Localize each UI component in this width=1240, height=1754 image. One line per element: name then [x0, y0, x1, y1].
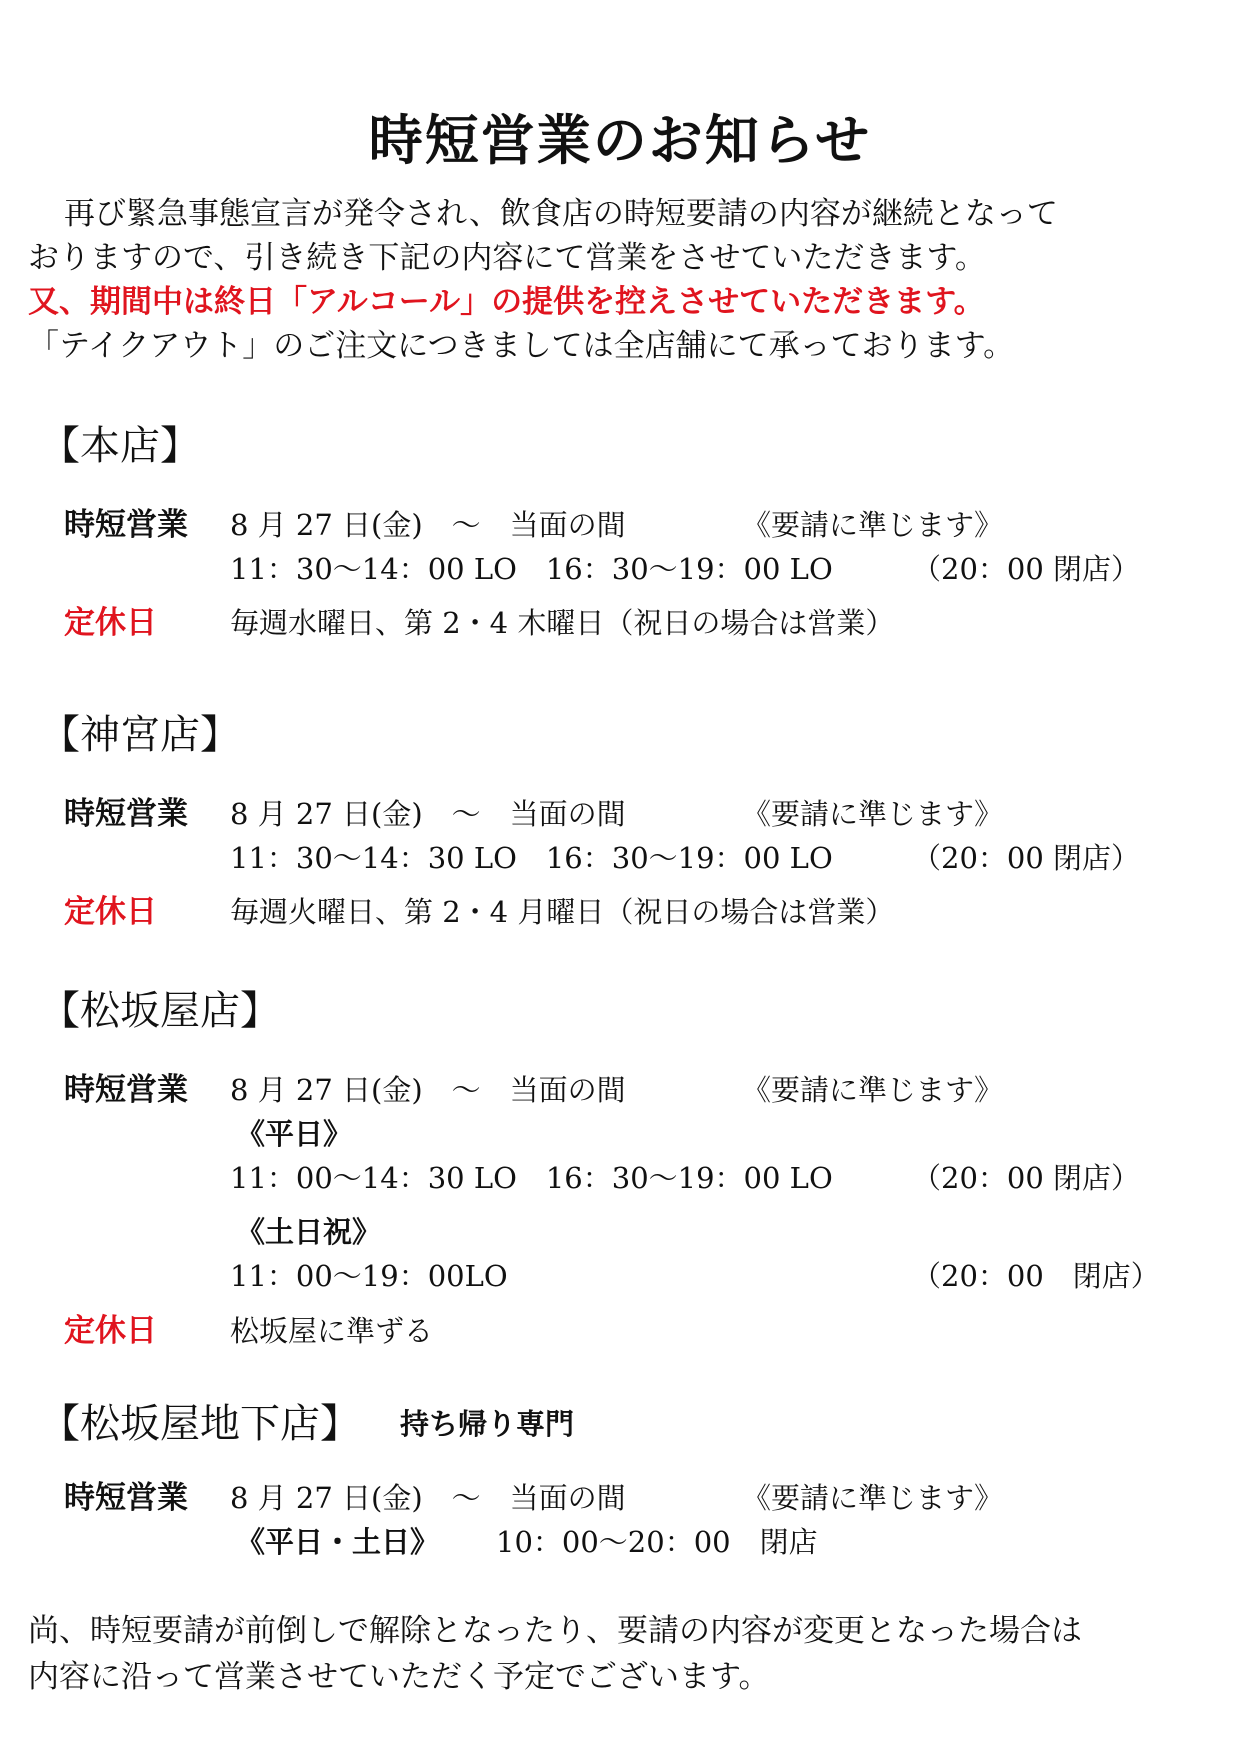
holiday-label: 定休日 [64, 1313, 157, 1349]
closing-time: （20：00 閉店） [912, 552, 1141, 586]
shortened-hours-label: 時短営業 [64, 1480, 188, 1516]
shortened-hours-label: 時短営業 [64, 796, 188, 832]
store-heading-chika: 【松坂屋地下店】 [40, 1401, 360, 1447]
weekday-label: 《平日》 [236, 1117, 353, 1151]
business-hours: 11：30～14：30 LO 16：30～19：00 LO [230, 841, 833, 875]
holiday-label: 定休日 [64, 605, 157, 641]
holiday-text: 毎週火曜日、第 2・4 月曜日（祝日の場合は営業） [230, 895, 895, 929]
business-hours: 10：00～20：00 閉店 [496, 1525, 818, 1559]
intro-line-1: 再び緊急事態宣言が発令され、飲食店の時短要請の内容が継続となって [64, 196, 1058, 232]
weekday-closing-time: （20：00 閉店） [912, 1161, 1141, 1195]
intro-paragraph [28, 192, 1218, 368]
days-label: 《平日・土日》 [236, 1525, 440, 1559]
takeout-notice: 「テイクアウト」のご注文につきましては全店舗にて承っております。 [28, 328, 1015, 364]
store-heading-matsuzakaya: 【松坂屋店】 [40, 988, 280, 1034]
store-heading-jingu: 【神宮店】 [40, 712, 240, 758]
request-note: 《要請に準じます》 [742, 1073, 1004, 1107]
shortened-hours-label: 時短営業 [64, 507, 188, 543]
weekday-hours: 11：00～14：30 LO 16：30～19：00 LO [230, 1161, 833, 1195]
closing-line-1: 尚、時短要請が前倒しで解除となったり、要請の内容が変更となった場合は [28, 1613, 1082, 1649]
closing-time: （20：00 閉店） [912, 841, 1141, 875]
business-hours: 11：30～14：00 LO 16：30～19：00 LO [230, 552, 833, 586]
alcohol-notice: 又、期間中は終日「アルコール」の提供を控えさせていただきます。 [28, 284, 985, 320]
intro-line-2: おりますので、引き続き下記の内容にて営業をさせていただきます。 [28, 240, 986, 276]
closing-line-2: 内容に沿って営業させていただく予定でございます。 [28, 1659, 770, 1695]
shortened-hours-label: 時短営業 [64, 1072, 188, 1108]
request-note: 《要請に準じます》 [742, 508, 1004, 542]
request-note: 《要請に準じます》 [742, 797, 1004, 831]
holiday-label: 定休日 [64, 894, 157, 930]
request-note: 《要請に準じます》 [742, 1481, 1004, 1515]
takeout-only-tag: 持ち帰り専門 [400, 1407, 575, 1441]
period-text: 8 月 27 日(金) ～ 当面の間 [230, 1481, 626, 1515]
weekend-closing-time: （20：00 閉店） [912, 1259, 1160, 1293]
holiday-text: 松坂屋に準ずる [230, 1314, 434, 1348]
period-text: 8 月 27 日(金) ～ 当面の間 [230, 508, 626, 542]
page-title: 時短営業のお知らせ [368, 108, 872, 172]
weekend-label: 《土日祝》 [236, 1215, 382, 1249]
period-text: 8 月 27 日(金) ～ 当面の間 [230, 797, 626, 831]
holiday-text: 毎週水曜日、第 2・4 木曜日（祝日の場合は営業） [230, 606, 895, 640]
weekend-hours: 11：00～19：00LO [230, 1259, 508, 1293]
period-text: 8 月 27 日(金) ～ 当面の間 [230, 1073, 626, 1107]
closing-paragraph [28, 1608, 1218, 1700]
store-heading-honten: 【本店】 [40, 423, 200, 469]
